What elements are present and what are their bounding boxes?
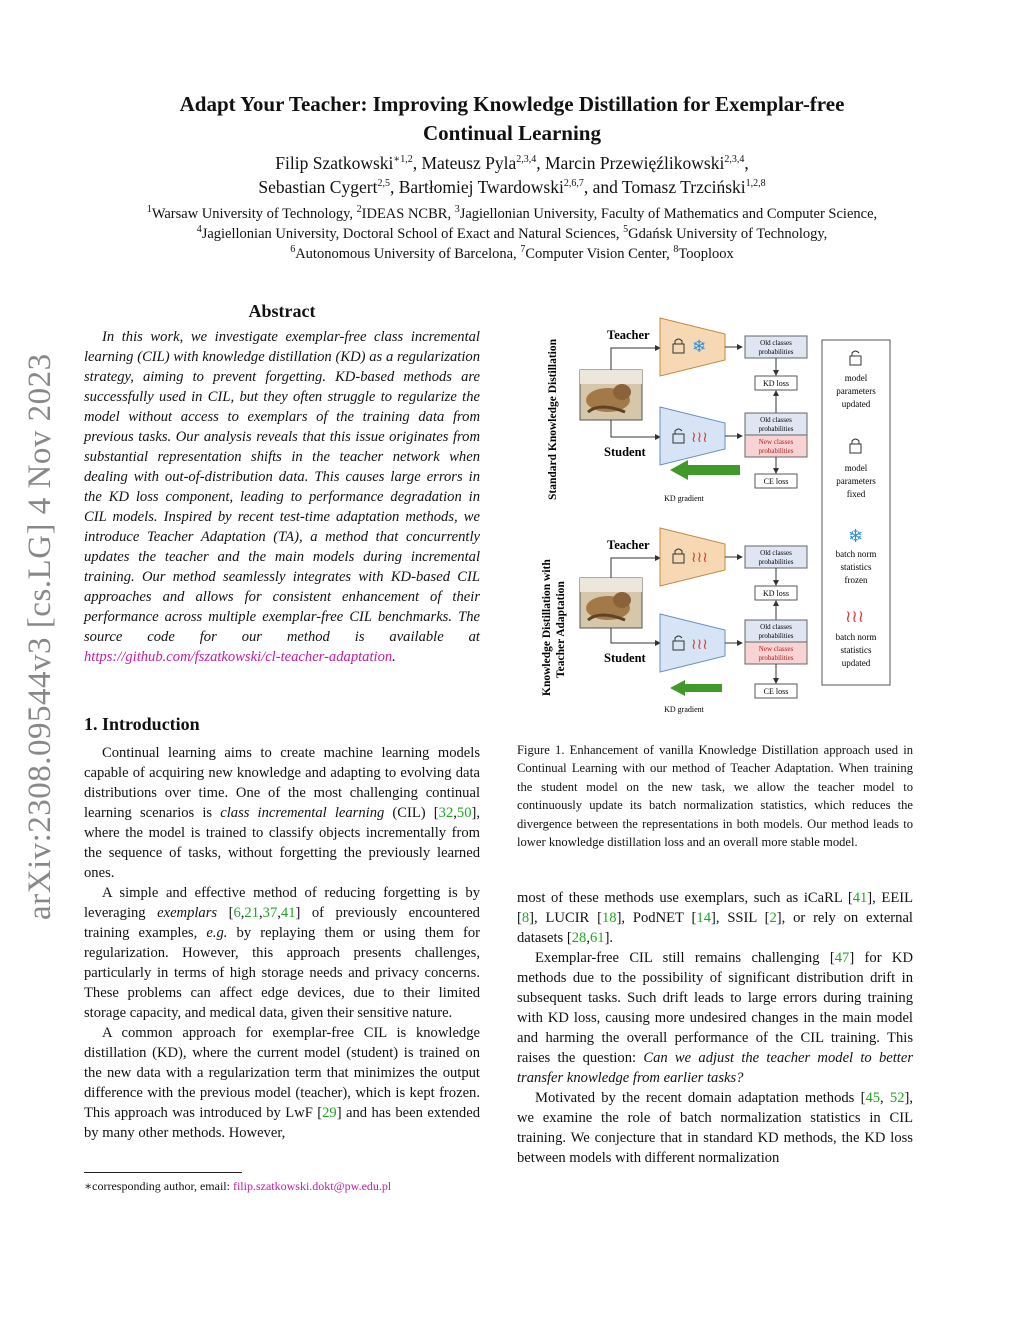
affiliation: Autonomous University of Barcelona, [295,246,521,262]
affiliation-mark: 3 [454,204,460,216]
citation-link[interactable]: 14 [696,910,711,926]
affiliations-line-3 [40,244,984,264]
box-label: Old classes [760,623,792,631]
heat-waves-icon: ≀≀≀ [691,550,708,566]
affiliation: Jagiellonian University, Doctoral School of Exact and Natural Sciences, [201,226,624,242]
affiliation: Computer Vision Center, [525,246,674,262]
abstract-end: . [392,649,396,665]
emphasis: e.g. [206,925,228,941]
section-label-standard-kd: Standard Knowledge Distillation [547,338,559,500]
affiliation-mark: 5 [623,224,629,236]
author-affiliation-mark: 2,6,7 [563,178,584,190]
right-paragraph-1: most of these methods use exemplars, such as iCaRL [41], EEIL [8], LUCIR [18], PodNET [14], SSIL [2], or rely on external datasets [28,61]. [517,890,914,946]
heat-waves-icon: ≀≀≀ [691,637,708,653]
affiliation-mark: 8 [673,244,679,256]
abstract-heading: Abstract [248,301,316,321]
source-code-link[interactable]: https://github.com/fszatkowski/cl-teacher-adaptation [84,649,393,665]
kd-gradient-label: KD gradient [664,705,704,714]
legend-label: updated [841,399,871,409]
footnote-rule [84,1172,242,1173]
text: ], SSIL [ [710,910,770,926]
citation-link[interactable]: 61 [589,930,605,946]
author-name: Sebastian Cygert [258,177,378,197]
text: , [880,1090,890,1106]
text: ], or rely on external datasets [ [517,910,913,946]
citation-link[interactable]: 45 [865,1090,881,1106]
paper-title [80,90,944,148]
text: ] of previously encountered training examples, [84,905,480,941]
intro-paragraph-1 [84,743,480,883]
text: (CIL) [ [384,805,439,821]
text: Motivated by the recent domain adaptation methods [ [535,1090,866,1106]
student-label: Student [604,651,646,665]
figure-caption: Figure 1. Enhancement of vanilla Knowledge Distillation approach used in Continual Learning with our method of Teacher Adaptation. When training the student model on the new task, we allow the teacher model to continuously update its batch normalization statistics, which reduces the divergence between the representations in both models. Our method leads to lower knowledge distillation loss and an overall more stable model. [517,743,913,850]
footnote-text: ∗corresponding author, email: [84,1179,233,1193]
heat-waves-icon: ≀≀≀ [691,430,708,446]
text: most of these methods use exemplars, such as iCaRL [ [517,890,853,906]
legend-label: parameters [836,476,876,486]
text: [ [217,905,234,921]
affiliation: Gdańsk University of Technology, [628,226,828,242]
box-label: Old classes [760,416,792,424]
cat-image [580,578,642,628]
text: , [453,805,457,821]
affiliation: Tooploox [678,246,734,262]
affiliation-mark: 2 [356,204,362,216]
affiliation-mark: 7 [520,244,526,256]
box-label: probabilities [758,425,794,433]
legend-label: parameters [836,386,876,396]
emphasis: Can we adjust the teacher model to better transfer knowledge from earlier tasks? [517,1050,914,1086]
legend-label: batch norm [835,549,877,559]
citation-link[interactable]: 18 [601,910,617,926]
box-label: probabilities [758,654,794,662]
author-affiliation-mark: 2,3,4 [724,154,745,166]
abstract-body [84,327,480,667]
affiliation: Jagiellonian University, Faculty of Mathematics and Computer Science, [459,206,878,222]
author-name: , Bartłomiej Twardowski [389,177,564,197]
snowflake-icon: ❄ [692,337,707,356]
citation-link[interactable]: 28 [571,930,587,946]
kd-gradient-arrow [670,460,740,480]
author-affiliation-mark: 1,2,8 [745,178,766,190]
affiliations-line-2 [40,224,984,244]
box-label: probabilities [758,447,794,455]
author-name: Filip Szatkowski [275,153,394,173]
kd-loss-label: KD loss [762,379,790,388]
citation-link[interactable]: 47 [834,950,850,966]
figure-1-diagram [530,300,920,720]
box-label: probabilities [758,348,794,356]
title-line-1: Adapt Your Teacher: Improving Knowledge Distillation for Exemplar-free [179,92,845,116]
text: by replaying them or using them for regularization. However, this approach presents challenges, particularly in terms of high storage needs and privacy concerns. These problems can affect edge devices, due to their limited storage capacity, and medical data, given their sensitive nature. [84,925,480,1021]
box-label: probabilities [758,558,794,566]
right-paragraph-2 [517,948,913,1088]
section-heading-introduction: 1. Introduction [84,714,200,734]
author-name: , Marcin Przewięźlikowski [536,153,725,173]
citation-link[interactable]: 6 [233,905,241,921]
text: ], PodNET [ [616,910,697,926]
kd-loss-label: KD loss [762,589,790,598]
section-label-kd-ta-2: Teacher Adaptation [555,581,567,678]
legend-label: updated [841,658,871,668]
ce-loss-label: CE loss [763,687,789,696]
emphasis: exemplars [157,905,218,921]
ce-loss-label: CE loss [763,477,789,486]
email-link[interactable]: filip.szatkowski.dokt@pw.edu.pl [232,1179,392,1193]
footnote [84,1178,391,1194]
legend-label: model [844,463,868,473]
emphasis: class incremental learning [220,805,385,821]
citation-link[interactable]: 21 [244,905,260,921]
abstract-text: In this work, we investigate exemplar-free class incremental learning (CIL) with knowledge distillation (KD) as a regularization strategy, aiming to prevent forgetting. KD-based methods are successfully used in CIL, but they often struggle to regularize the model without access to exemplars of the training data from previous tasks. Our analysis reveals that this issue originates from substantial representation shifts in the teacher network when dealing with out-of-distribution data. This causes large errors in the KD loss component, leading to performance degradation in CIL models. Inspired by recent test-time adaptation methods, we introduce Teacher Adaptation (TA), a method that concurrently updates the teacher and the main models during incremental training. Our method seamlessly integrates with KD-based CIL approaches and allows for consistent enhancement of their performance across multiple exemplar-free CIL benchmarks. The source code for our method is available at [84,329,480,645]
box-label: New classes [758,438,794,446]
heat-waves-icon: ≀≀≀ [845,607,865,626]
citation-link[interactable]: 37 [262,905,278,921]
snowflake-icon: ❄ [848,526,864,546]
author-separator: , [744,153,749,173]
author-name: , Mateusz Pyla [412,153,517,173]
cat-image [580,370,642,420]
text: ]. [604,930,614,946]
legend-label: statistics [840,562,872,572]
citation-link[interactable]: 2 [769,910,777,926]
affiliation: IDEAS NCBR, [361,206,455,222]
text: A simple and effective method of reducing forgetting is by leveraging [84,885,480,921]
citation-link[interactable]: 32 [438,805,454,821]
right-column-body [517,888,913,1168]
box-label: probabilities [758,632,794,640]
affiliation-mark: 6 [290,244,296,256]
text: ] and has been extended by many other methods. However, [84,1105,480,1141]
box-label: Old classes [760,339,792,347]
text: ], where the model is trained to classify objects incrementally from the sequence of tasks, without forgetting the previously learned ones. [84,805,480,881]
intro-paragraph-2: A simple and effective method of reducing forgetting is by leveraging exemplars [6,21,37,41] of previously encountered training examples, e.g. by replaying them or using them for regularization. However, this approach presents challenges, particularly in terms of high storage needs and privacy concerns. These problems can affect edge devices, due to their limited storage capacity, and medical data, given their sensitive nature. [84,885,480,1021]
author-affiliation-mark: 2,3,4 [516,154,537,166]
student-label: Student [604,445,646,459]
author-list-line-1 [60,152,964,174]
text: A common approach for exemplar-free CIL is knowledge distillation (KD), where the current model (student) is trained on the new data with a regularization term that minimizes the output difference with the previous model (teacher), which is kept frozen. This approach was introduced by LwF [ [84,1025,480,1121]
teacher-label: Teacher [607,328,650,342]
legend-label: batch norm [835,632,877,642]
citation-link[interactable]: 41 [280,905,296,921]
box-label: Old classes [760,549,792,557]
box-label: New classes [758,645,794,653]
section-label-kd-ta-1: Knowledge Distillation with [541,559,553,696]
introduction-body [84,743,480,1143]
author-name: , and Tomasz Trzciński [583,177,746,197]
legend-label: model [844,373,868,383]
teacher-label: Teacher [607,538,650,552]
author-list-line-2 [60,176,964,198]
text: ], EEIL [ [517,890,914,926]
affiliation-mark: 4 [196,224,202,236]
affiliations-line-1 [40,204,984,224]
legend-label: fixed [846,489,866,499]
citation-link[interactable]: 29 [322,1105,337,1121]
intro-paragraph-3 [84,1023,480,1143]
text: ], LUCIR [ [529,910,602,926]
citation-link[interactable]: 52 [889,1090,905,1106]
author-affiliation-mark: ∗1,2 [393,154,413,166]
text: ] for KD methods due to the possibility of significant distribution drift in subsequent tasks. Such drift leads to large errors during training with KD loss, causing more undesired changes in the main model and harming the overall performance of the CIL training. This raises the question: [517,950,913,1066]
affiliation: Warsaw University of Technology, [151,206,357,222]
affiliation-mark: 1 [146,204,152,216]
citation-link[interactable]: 8 [521,910,530,926]
text: Exemplar-free CIL still remains challenging [ [535,950,835,966]
text: Continual learning aims to create machine learning models capable of acquiring new knowledge and adapting to evolving data distributions over time. One of the most challenging continual learning scenarios is [84,745,480,821]
arxiv-identifier: arXiv:2308.09544v3 [cs.LG] 4 Nov 2023 [22,353,58,920]
citation-link[interactable]: 41 [852,890,868,906]
right-paragraph-3 [517,1088,913,1168]
kd-gradient-arrow [670,680,722,696]
legend-label: frozen [844,575,868,585]
author-affiliation-mark: 2,5 [377,178,390,190]
kd-gradient-label: KD gradient [664,494,704,503]
citation-link[interactable]: 50 [456,805,472,821]
text: ], we examine the role of batch normalization statistics in CIL training. We conjecture that in standard KD methods, the KD loss between models with different normalization [517,1090,914,1166]
legend-label: statistics [840,645,872,655]
title-line-2: Continual Learning [423,121,601,145]
